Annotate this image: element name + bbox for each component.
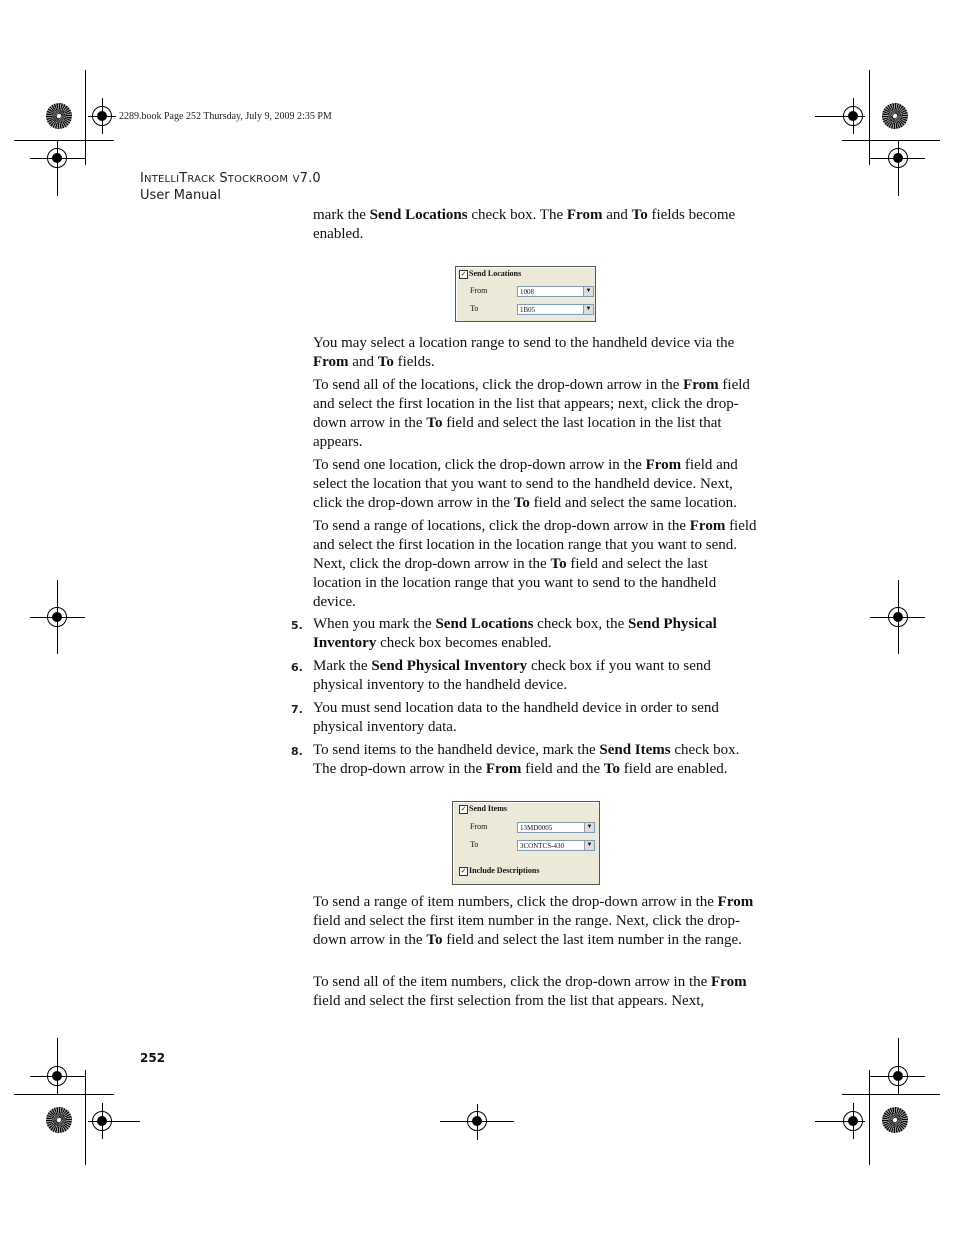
send-locations-label: Send Locations — [469, 269, 522, 278]
step-number: 7. — [291, 703, 303, 716]
bold-term: From — [485, 761, 522, 777]
registration-sunburst-icon — [46, 103, 72, 129]
to-value: 3CONTCS-430 — [520, 842, 564, 850]
step-text: When you mark the Send Locations check box, the Send Physical Inventory check box becomes enabled. — [313, 616, 717, 651]
from-dropdown[interactable] — [517, 822, 595, 833]
page-number: 252 — [140, 1051, 166, 1065]
paragraph: To send a range of locations, click the drop-down arrow in the From field and select the first location in the location range that you want to send. Next, click the drop-down arrow in the To field and select the last location in the location range that you want to send to the handheld device. — [313, 518, 757, 610]
bold-term: Send Locations — [369, 207, 468, 223]
header-title-part: S — [219, 171, 228, 186]
to-label: To — [470, 304, 479, 313]
print-slug: 2289.book Page 252 Thursday, July 9, 2009 2:35 PM — [119, 111, 332, 122]
bold-term: To — [603, 761, 621, 777]
bold-term: From — [645, 457, 682, 473]
registration-sunburst-icon — [46, 1107, 72, 1133]
send-items-dialog — [452, 801, 600, 885]
from-value: 13MD0005 — [520, 824, 553, 832]
from-label: From — [470, 286, 488, 295]
bold-term: Send Items — [599, 742, 671, 758]
to-label: To — [470, 840, 479, 849]
to-dropdown[interactable] — [517, 840, 595, 851]
dropdown-arrow-icon[interactable]: ▼ — [584, 823, 594, 832]
bold-term: Send Locations — [435, 616, 534, 632]
header-title-part: RACK — [187, 174, 215, 185]
bold-term: To — [377, 354, 394, 370]
header-title-part: NTELLI — [144, 174, 180, 185]
bold-term: From — [566, 207, 603, 223]
bold-term: Send Physical Inventory — [371, 658, 528, 674]
header-title-part: T — [179, 171, 188, 186]
paragraph: To send all of the locations, click the drop-down arrow in the From field and select the first location in the list that appears; next, click the drop-down arrow in the To field and select the last location in the list that appears. — [313, 377, 750, 450]
bold-term: From — [717, 894, 754, 910]
send-items-label: Send Items — [469, 804, 508, 813]
include-descriptions-checkbox[interactable]: ✓ — [460, 867, 467, 875]
paragraph: To send one location, click the drop-down arrow in the From field and select the location that you want to send to the handheld device. Next, click the drop-down arrow in the To field and select the same location. — [313, 457, 738, 511]
paragraph: To send all of the item numbers, click the drop-down arrow in the From field and select the first selection from the list that appears. Next, — [313, 974, 747, 1009]
step-text: Mark the Send Physical Inventory check box if you want to send physical inventory to the handheld device. — [313, 658, 711, 693]
header-title-part: V — [292, 174, 300, 185]
paragraph: You may select a location range to send to the handheld device via the From and To fields. — [313, 335, 735, 370]
running-header-subtitle: User Manual — [140, 188, 222, 203]
bold-term: Send Physical Inventory — [313, 616, 717, 651]
paragraph: mark the Send Locations check box. The From and To fields become enabled. — [313, 207, 736, 242]
registration-sunburst-icon — [882, 103, 908, 129]
step-number: 5. — [291, 619, 303, 632]
send-locations-checkbox[interactable]: ✓ — [460, 270, 467, 278]
from-label: From — [470, 822, 488, 831]
dropdown-arrow-icon[interactable]: ▼ — [584, 841, 594, 850]
bold-term: To — [550, 556, 567, 572]
step-text: You must send location data to the handheld device in order to send physical inventory data. — [313, 700, 719, 735]
dropdown-arrow-icon[interactable]: ▼ — [583, 287, 593, 296]
bold-term: To — [631, 207, 648, 223]
from-dropdown[interactable] — [517, 286, 594, 297]
bold-term: From — [313, 354, 349, 370]
header-title-part: 7.0 — [299, 171, 321, 186]
bold-term: To — [426, 415, 443, 431]
bold-term: To — [513, 495, 530, 511]
step-text: To send items to the handheld device, mark the Send Items check box. The drop-down arrow in the From field and the To field are enabled. — [313, 742, 740, 777]
step-number: 6. — [291, 661, 303, 674]
header-title-part: TOCKROOM — [227, 174, 289, 185]
bold-term: From — [683, 377, 719, 393]
paragraph: To send a range of item numbers, click the drop-down arrow in the From field and select the first item number in the range. Next, click the drop-down arrow in the To field and select the last item number in the range. — [313, 894, 754, 948]
registration-sunburst-icon — [882, 1107, 908, 1133]
step-number: 8. — [291, 745, 303, 758]
header-title-part: I — [140, 171, 145, 186]
to-dropdown[interactable] — [517, 304, 594, 315]
bold-term: From — [689, 518, 726, 534]
bold-term: From — [711, 974, 747, 990]
dropdown-arrow-icon[interactable]: ▼ — [583, 305, 593, 314]
from-value: 1008 — [520, 288, 534, 296]
send-items-checkbox[interactable]: ✓ — [460, 805, 467, 813]
bold-term: To — [426, 932, 443, 948]
running-header-title — [140, 171, 321, 186]
to-value: 1B05 — [520, 306, 536, 314]
send-locations-dialog — [455, 266, 596, 322]
include-descriptions-label: Include Descriptions — [469, 866, 540, 875]
